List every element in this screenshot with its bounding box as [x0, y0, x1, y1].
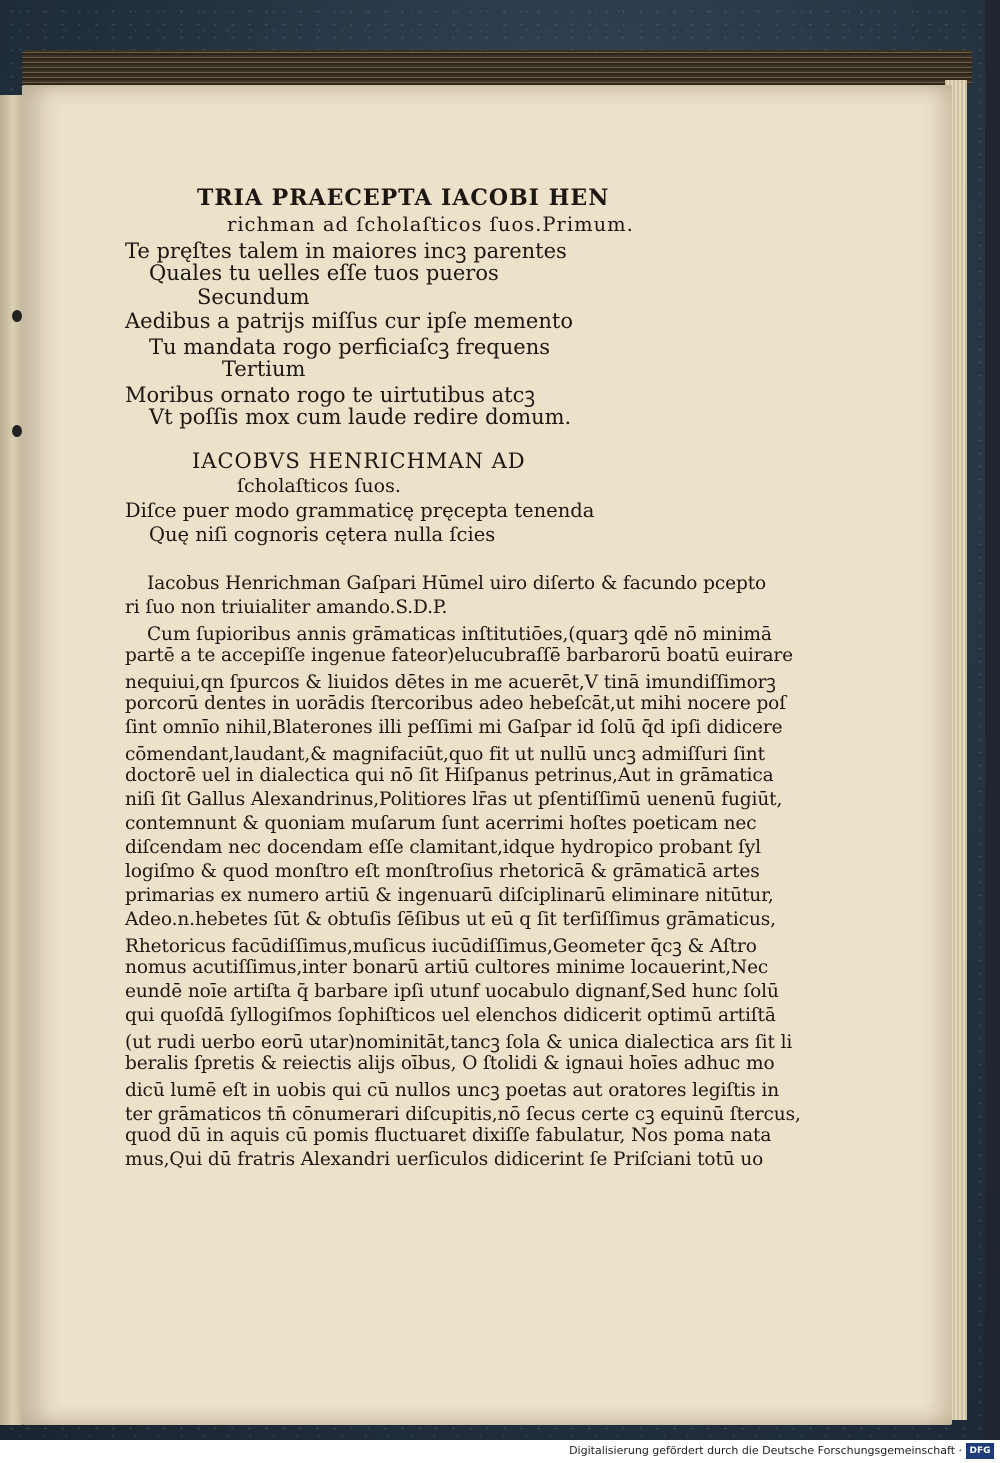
prose-line: nomus acutiſſimus,inter bonarū artiū cultores minime locauerint,Nec [125, 957, 769, 978]
heading-line-1: TRIA PRAECEPTA IACOBI HEN [197, 185, 610, 211]
prose-line: logiſmo & quod monſtro eſt monſtroſius rhetoricā & grāmaticā artes [125, 861, 760, 882]
left-page-edge [0, 95, 22, 1425]
binding-hole [12, 310, 22, 322]
footer-bar [0, 1440, 1000, 1463]
heading-line-2: richman ad ſcholaſticos ſuos.Primum. [227, 213, 634, 236]
footer-credit: Digitalisierung gefördert durch die Deutsche Forschungsgemeinschaft · [569, 1444, 962, 1457]
prose-line: eundē noīe artiſta q̄ barbare ipſi utunf uocabulo dignanf,Sed hunc ſolū [125, 981, 779, 1002]
prose-line: mus,Qui dū fratris Alexandri uerſiculos didicerint ſe Priſciani totū uo [125, 1149, 764, 1170]
prose-line: Adeo.n.hebetes ſūt & obtuſis ſēſibus ut eū q ſit terſiſſimus grāmaticus, [125, 909, 776, 930]
prose-line: nequiui,qn ſpurcos & liuidos dētes in me acuerēt,V tinā imundiſſimorꝫ [125, 672, 776, 693]
prose-line: quod dū in aquis cū pomis fluctuaret dixiſſe fabulatur, Nos poma nata [125, 1125, 772, 1146]
prose-line: ter grāmaticos tn̄ cōnumerari diſcupitis,nō ſecus certe cꝫ equinū ſtercus, [125, 1104, 801, 1125]
prose-line: Iacobus Henrichman Gaſpari Hūmel uiro diſerto & facundo pcepto [147, 573, 767, 594]
page-edges [22, 50, 972, 86]
prose-line: Rhetoricus facūdiſſimus,muſicus iucūdiſſimus,Geometer q̄cꝫ & Aſtro [125, 936, 757, 957]
prose-line: (ut rudi uerbo eorū utar)nominitāt,tancꝫ ſola & unica dialectica ars ſit li [125, 1032, 793, 1053]
prose-line: ſint omnīo nihil,Blaterones illi peſſimi mi Gaſpar id ſolū q̄d ipſi didicere [125, 717, 783, 738]
prose-line: doctorē uel in dialectica qui nō ſit Hiſpanus petrinus,Aut in grāmatica [125, 765, 774, 786]
verse-line: Quales tu uelles eſſe tuos pueros [149, 261, 499, 285]
prose-line: partē a te accepiſſe ingenue fateor)elucubraſſē barbarorū boatū euirare [125, 645, 793, 666]
heading2-line-2: ſcholaſticos ſuos. [237, 475, 401, 497]
verse-line: Vt poſſis mox cum laude redire domum. [149, 405, 572, 429]
verse-line: Tu mandata rogo perficiaſcꝫ frequens [149, 335, 550, 359]
verse-line: Quę niſi cognoris cętera nulla ſcies [149, 523, 496, 546]
prose-line: cōmendant,laudant,& magnifaciūt,quo fit ut nullū uncꝫ admiſſuri ſint [125, 744, 765, 765]
verse-line: Diſce puer modo grammaticę pręcepta tenenda [125, 499, 595, 522]
prose-line: dicū lumē eſt in uobis qui cū nullos uncꝫ poetas aut oratores legiſtis in [125, 1080, 780, 1101]
book-page [22, 85, 952, 1425]
verse-line: Secundum [197, 285, 310, 309]
prose-line: porcorū dentes in uorādis ſtercoribus adeo hebeſcāt,ut mihi nocere poſ [125, 693, 786, 714]
prose-line: beralis ſpretis & reiectis alijs oībus, O ſtolidi & ignaui hoīes adhuc mo [125, 1053, 775, 1074]
prose-line: diſcendam nec docendam eſſe clamitant,idque hydropico probant ſyl [125, 837, 761, 858]
prose-line: Cum ſupioribus annis grāmaticas inſtitutiōes,(quarꝫ qdē nō minimā [147, 624, 772, 645]
verse-line: Tertium [222, 357, 306, 381]
verse-line: Te pręſtes talem in maiores incꝫ parentes [125, 239, 567, 263]
heading2-line-1: IACOBVS HENRICHMAN AD [192, 449, 526, 473]
prose-line: ri ſuo non triuialiter amando.S.D.P. [125, 597, 448, 618]
prose-line: contemnunt & quoniam muſarum ſunt acerrimi hoſtes poeticam nec [125, 813, 757, 834]
prose-line: primarias ex numero artiū & ingenuarū diſciplinarū eliminare nitūtur, [125, 885, 774, 906]
verse-line: Moribus ornato rogo te uirtutibus atcꝫ [125, 383, 536, 407]
binding-hole [12, 425, 22, 437]
prose-line: niſi ſit Gallus Alexandrinus,Politiores lr̄as ut pſentiſſimū uenenū fugiūt, [125, 789, 783, 810]
dfg-logo: DFG [966, 1443, 994, 1459]
prose-line: qui quoſdā ſyllogiſmos ſophiſticos uel elenchos didicerit optimū artiſtā [125, 1005, 776, 1026]
verse-line: Aedibus a patrijs miſſus cur ipſe memento [125, 309, 573, 333]
